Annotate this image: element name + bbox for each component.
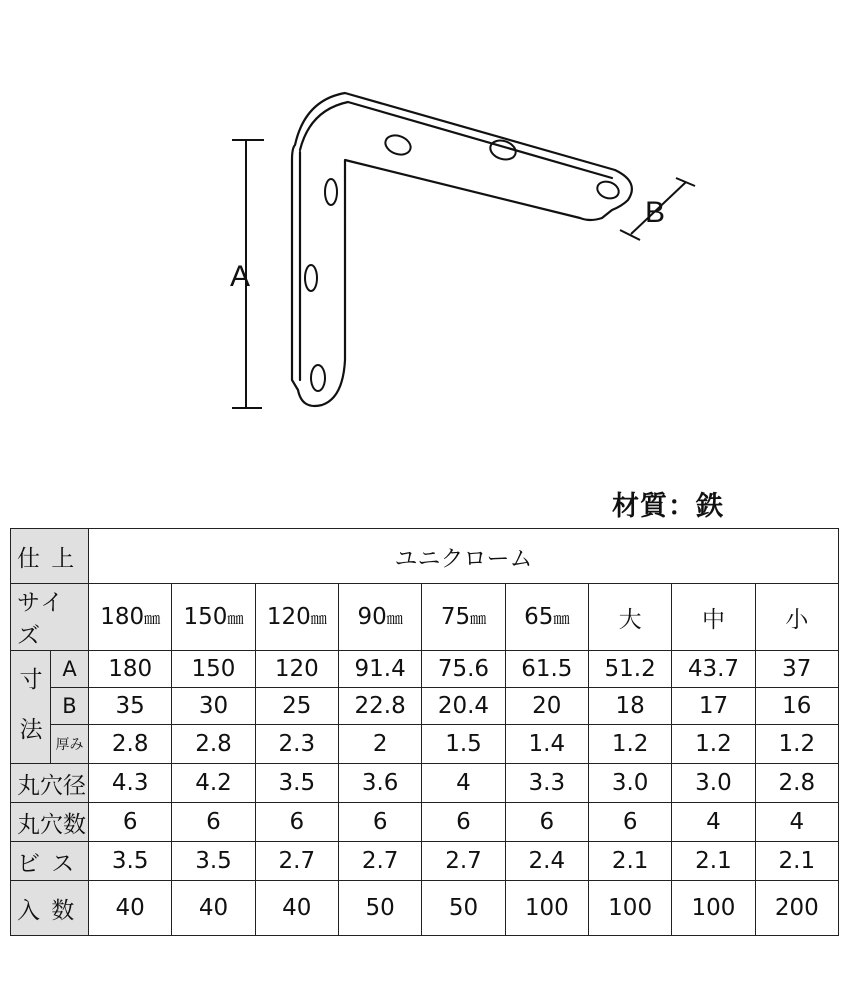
hole-diameter-cell: 4 [422, 764, 505, 803]
quantity-cell: 100 [505, 881, 588, 936]
size-value: 120 [266, 604, 311, 630]
dimension-b-row [11, 688, 839, 725]
size-unit: ㎜ [227, 609, 244, 628]
hole-count-cell: 4 [755, 803, 838, 842]
hole-count-cell: 6 [505, 803, 588, 842]
dimension-header-label: 寸 法 [19, 667, 43, 743]
thickness-row [11, 725, 839, 764]
size-cell [505, 584, 588, 651]
dimension-b-cell: 20.4 [422, 688, 505, 725]
size-value: 小 [785, 606, 809, 633]
hole-count-cell: 4 [672, 803, 755, 842]
hole-count-cell: 6 [172, 803, 255, 842]
hole-diameter-cell: 4.3 [89, 764, 172, 803]
material-label: 材質：鉄 [612, 491, 724, 522]
dimension-b-cell: 22.8 [338, 688, 421, 725]
bracket-bend-line [300, 102, 612, 178]
hole-diameter-row [11, 764, 839, 803]
quantity-cell: 100 [588, 881, 671, 936]
size-value: 65 [524, 604, 554, 630]
size-header: サイズ [11, 584, 89, 651]
dimension-a-row [11, 651, 839, 688]
hole-count-header: 丸穴数 [11, 803, 89, 842]
quantity-cell: 50 [338, 881, 421, 936]
screw-cell: 3.5 [89, 842, 172, 881]
hole-diameter-cell: 3.6 [338, 764, 421, 803]
finish-value: ユニクローム [89, 529, 839, 584]
size-cell [255, 584, 338, 651]
dimension-b-cell: 20 [505, 688, 588, 725]
hole-count-cell: 6 [422, 803, 505, 842]
dimension-a-header: A [51, 651, 89, 688]
quantity-cell: 200 [755, 881, 838, 936]
size-cell [588, 584, 671, 651]
quantity-header: 入 数 [11, 881, 89, 936]
size-row [11, 584, 839, 651]
finish-header: 仕 上 [11, 529, 89, 584]
size-cell [755, 584, 838, 651]
screw-cell: 2.4 [505, 842, 588, 881]
size-value: 大 [618, 606, 642, 633]
hole-diameter-cell: 3.5 [255, 764, 338, 803]
hole-diameter-cell: 4.2 [172, 764, 255, 803]
size-cell [672, 584, 755, 651]
size-value: 75 [440, 604, 471, 630]
screw-cell: 2.1 [588, 842, 671, 881]
hole-diameter-cell: 3.3 [505, 764, 588, 803]
thickness-cell: 2 [338, 725, 421, 764]
hole-count-cell: 6 [338, 803, 421, 842]
hole-count-cell: 6 [255, 803, 338, 842]
hole-count-row [11, 803, 839, 842]
size-cell [422, 584, 505, 651]
screw-cell: 2.1 [755, 842, 838, 881]
quantity-row [11, 881, 839, 936]
dimension-a-cell: 91.4 [338, 651, 421, 688]
size-value: 中 [701, 606, 725, 633]
dimension-a-cell: 51.2 [588, 651, 671, 688]
size-unit: ㎜ [553, 609, 570, 628]
size-cell [338, 584, 421, 651]
dimension-b-cell: 30 [172, 688, 255, 725]
size-unit: ㎜ [144, 609, 161, 628]
hole-icon [311, 365, 325, 391]
dimension-a-cell: 180 [89, 651, 172, 688]
dimension-a-cell: 150 [172, 651, 255, 688]
thickness-cell: 1.2 [588, 725, 671, 764]
thickness-cell: 2.8 [89, 725, 172, 764]
size-value: 90 [357, 604, 387, 630]
hole-icon [595, 179, 621, 202]
size-unit: ㎜ [470, 609, 487, 628]
size-value: 150 [183, 604, 228, 630]
dimension-a-cell: 75.6 [422, 651, 505, 688]
hole-icon [383, 132, 414, 158]
screw-header: ビ ス [11, 842, 89, 881]
size-unit: ㎜ [310, 609, 327, 628]
dimension-header [11, 651, 51, 764]
size-cell [172, 584, 255, 651]
dimension-b-cell: 35 [89, 688, 172, 725]
quantity-cell: 40 [89, 881, 172, 936]
size-cell [89, 584, 172, 651]
spec-table [10, 528, 839, 936]
screw-row [11, 842, 839, 881]
hole-diameter-header: 丸穴径 [11, 764, 89, 803]
screw-cell: 3.5 [172, 842, 255, 881]
thickness-cell: 1.2 [755, 725, 838, 764]
screw-cell: 2.1 [672, 842, 755, 881]
dimension-a-cell: 37 [755, 651, 838, 688]
dimension-a-cell: 61.5 [505, 651, 588, 688]
screw-cell: 2.7 [422, 842, 505, 881]
size-unit: ㎜ [386, 609, 403, 628]
hole-diameter-cell: 3.0 [588, 764, 671, 803]
thickness-cell: 1.5 [422, 725, 505, 764]
screw-cell: 2.7 [255, 842, 338, 881]
dimension-a-cell: 43.7 [672, 651, 755, 688]
thickness-cell: 1.4 [505, 725, 588, 764]
quantity-cell: 40 [172, 881, 255, 936]
screw-cell: 2.7 [338, 842, 421, 881]
size-value: 180 [100, 604, 145, 630]
hole-diameter-cell: 3.0 [672, 764, 755, 803]
quantity-cell: 50 [422, 881, 505, 936]
dimension-b-label: B [645, 196, 666, 229]
dimension-b-cell: 17 [672, 688, 755, 725]
thickness-cell: 2.3 [255, 725, 338, 764]
finish-row [11, 529, 839, 584]
dimension-b-cell: 25 [255, 688, 338, 725]
dimension-b-header: B [51, 688, 89, 725]
quantity-cell: 100 [672, 881, 755, 936]
dimension-a-cell: 120 [255, 651, 338, 688]
dimension-b-cell: 18 [588, 688, 671, 725]
hole-count-cell: 6 [588, 803, 671, 842]
hole-icon [325, 179, 337, 205]
thickness-header: 厚み [51, 725, 89, 764]
thickness-cell: 1.2 [672, 725, 755, 764]
hole-diameter-cell: 2.8 [755, 764, 838, 803]
thickness-cell: 2.8 [172, 725, 255, 764]
hole-icon [305, 265, 317, 291]
bracket-outline [292, 93, 632, 406]
hole-count-cell: 6 [89, 803, 172, 842]
dimension-b-cell: 16 [755, 688, 838, 725]
dimension-a-label: A [230, 260, 251, 293]
bracket-diagram [0, 0, 850, 450]
quantity-cell: 40 [255, 881, 338, 936]
